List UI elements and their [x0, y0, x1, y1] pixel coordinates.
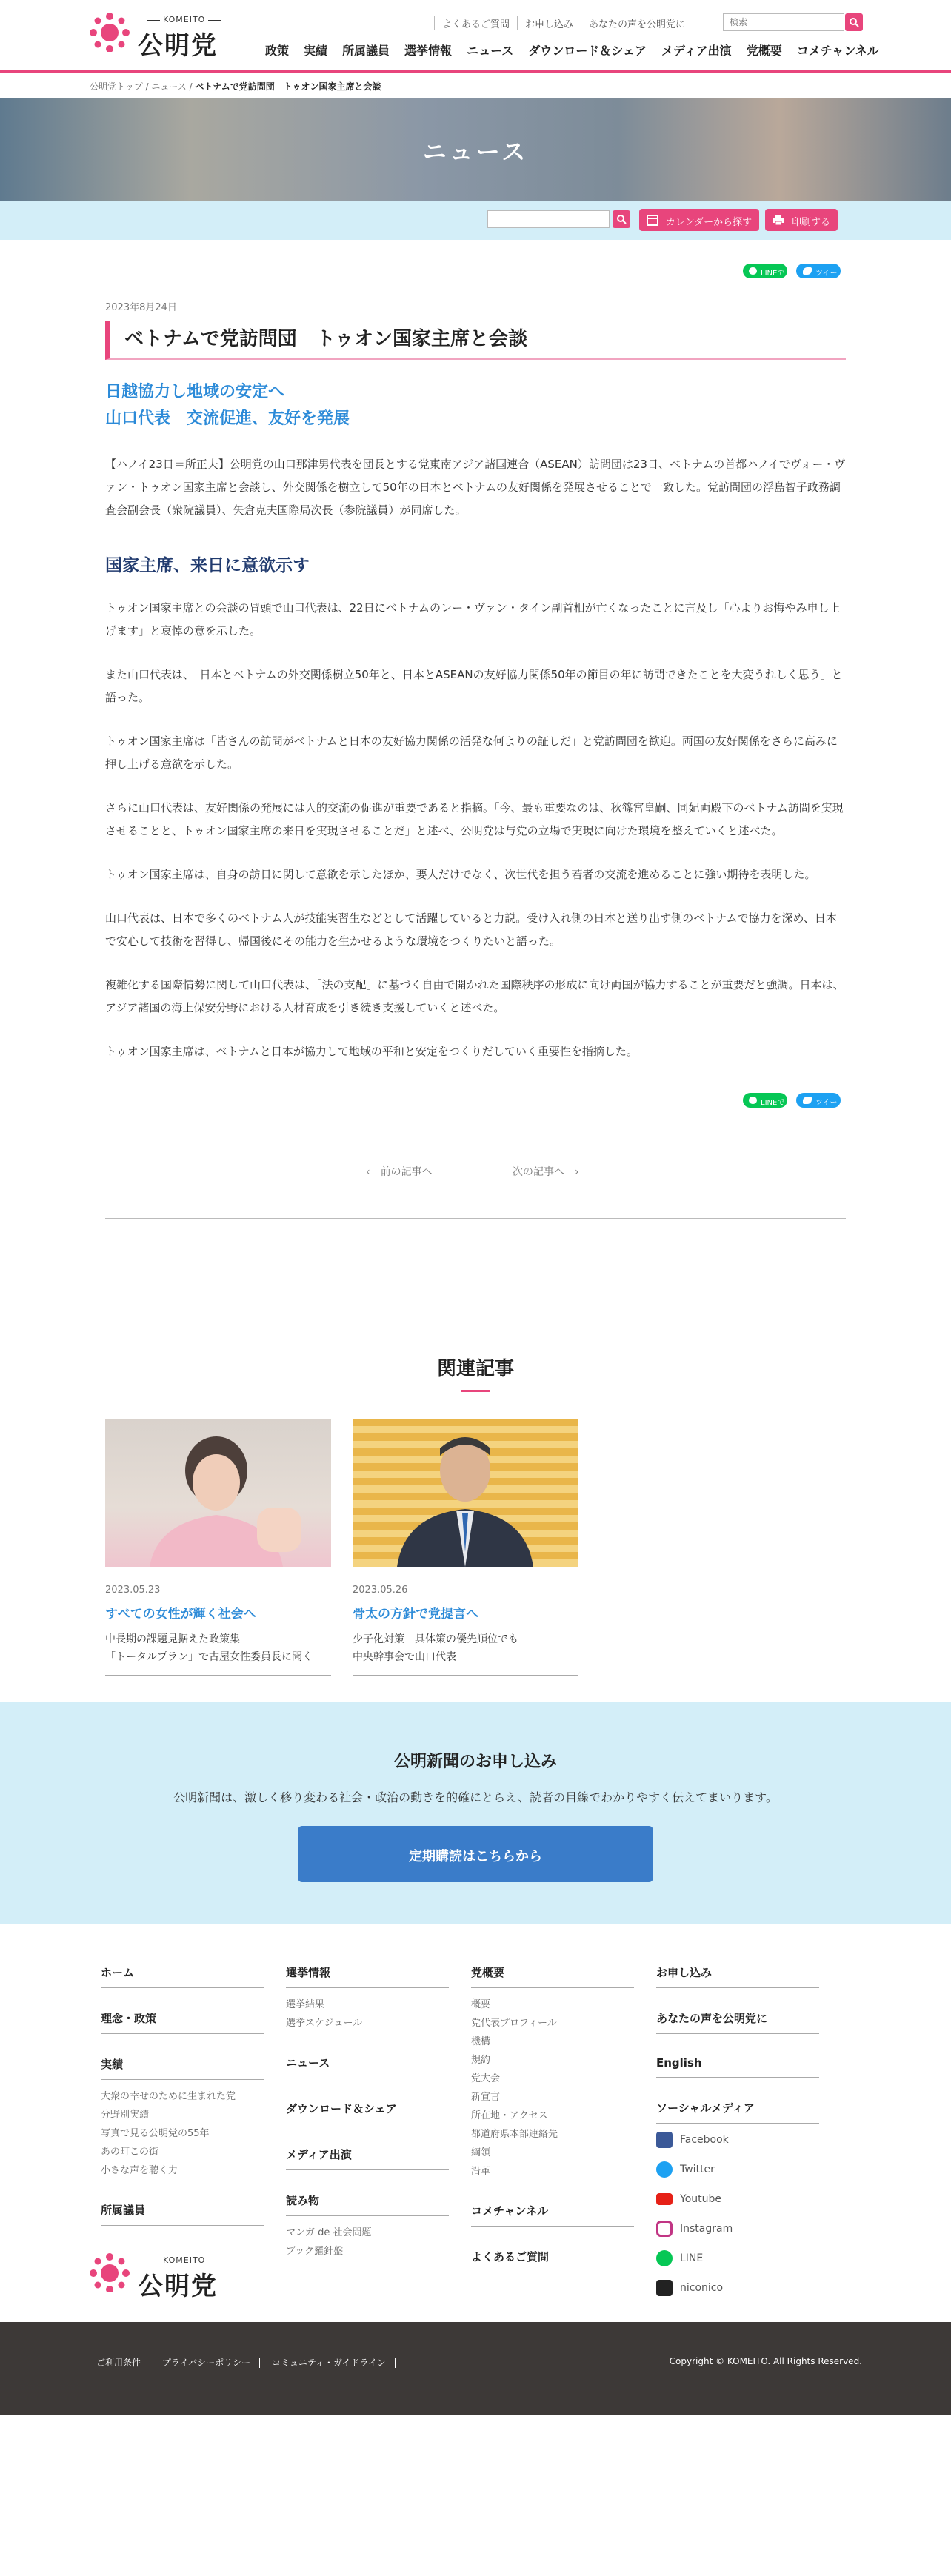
printer-icon: [772, 213, 785, 227]
subscribe-text: 公明新聞は、激しく移り変わる社会・政治の動きを的確にとらえ、読者の目線でわかりやすく伝えてまいります。: [173, 1790, 778, 1804]
nav-results[interactable]: 実績: [304, 44, 328, 58]
related-heading: 関連記事: [436, 1358, 514, 1380]
footer-link[interactable]: 党代表プロフィール: [471, 2018, 557, 2029]
next-article-link[interactable]: 次の記事へ ›: [513, 1166, 579, 1178]
line-share-button[interactable]: LINEで: [743, 264, 787, 278]
global-nav: [265, 41, 894, 58]
hero-banner: [0, 98, 951, 201]
footer-reading[interactable]: 読み物: [286, 2192, 449, 2216]
print-label: 印刷する: [792, 217, 831, 228]
related-excerpt-line: 中長期の課題見据えた政策集: [105, 1633, 240, 1645]
footer-link[interactable]: ブック羅針盤: [286, 2246, 344, 2257]
calendar-label: カレンダーから探す: [666, 217, 753, 228]
footer-link[interactable]: 都道府県本部連絡先: [471, 2129, 558, 2140]
nav-policy[interactable]: 政策: [265, 44, 290, 58]
article-lead: 【ハノイ23日＝所正夫】公明党の山口那津男代表を団長とする党東南アジア諸国連合（ASEAN）訪問団は23日、ベトナムの首都ハノイでヴォー・ヴァン・トゥオン国家主席と会談し、外交関係を樹立して50年の日本とベトナムの友好関係を発展させることで一致した。党訪問団の浮島智子政務調査会副会長（衆院議員）、矢倉克夫国際局次長（参院議員）が同席した。: [105, 458, 846, 517]
footer-about[interactable]: 党概要: [471, 1964, 634, 1988]
twitter-link[interactable]: [656, 2161, 819, 2179]
related-excerpt: [353, 1630, 578, 1676]
footer-channel[interactable]: コメチャンネル: [471, 2203, 634, 2227]
youtube-link[interactable]: [656, 2190, 819, 2209]
footer-social: ソーシャルメディア: [656, 2100, 819, 2124]
utility-links: [434, 16, 693, 30]
footer-media[interactable]: メディア出演: [286, 2147, 449, 2170]
line-label: LINE: [680, 2252, 704, 2264]
niconico-label: niconico: [680, 2282, 724, 2294]
footer-election[interactable]: 選挙情報: [286, 1964, 449, 1988]
article-paragraph: また山口代表は、「日本とベトナムの外交関係樹立50年と、日本とASEANの友好協力関係50年の節目の年に訪問できたことを大変うれしく思う」と語った。: [105, 668, 843, 704]
copyright: Copyright © KOMEITO. All Rights Reserved.: [669, 2356, 862, 2366]
article-paragraph: トゥオン国家主席は、ベトナムと日本が協力して地域の平和と安定をつくりだしていく重要性を指摘した。: [105, 1045, 638, 1058]
footer-link[interactable]: 機構: [471, 2036, 491, 2047]
search-icon: [849, 17, 859, 27]
search-button[interactable]: [845, 13, 863, 31]
nav-download[interactable]: ダウンロード＆シェア: [528, 44, 647, 58]
tool-bar: [0, 201, 951, 240]
footer-link[interactable]: 沿革: [471, 2166, 491, 2177]
footer-download[interactable]: ダウンロード＆シェア: [286, 2101, 449, 2124]
related-date: 2023.05.23: [105, 1585, 161, 1596]
related-excerpt-line: 少子化対策 具体策の優先順位でも: [353, 1633, 518, 1645]
voice-link[interactable]: あなたの声を公明党に: [581, 16, 693, 30]
nav-news[interactable]: ニュース: [467, 44, 514, 58]
footer-link[interactable]: 写真で見る公明党の55年: [101, 2128, 210, 2139]
footer-link[interactable]: 分野別実績: [101, 2110, 150, 2121]
tweet-button[interactable]: ツイート: [796, 264, 841, 278]
article-date: 2023年8月24日: [105, 302, 177, 313]
footer-apply[interactable]: お申し込み: [656, 1964, 819, 1988]
share-bar-bottom: [0, 1063, 951, 1118]
guideline-link[interactable]: コミュニティ・ガイドライン: [263, 2358, 396, 2368]
footer-link[interactable]: 規約: [471, 2055, 491, 2066]
article-paragraph: トゥオン国家主席は、自身の訪日に関して意欲を示したほか、要人だけでなく、次世代を担う若者の交流を進めることに強い期待を表明した。: [105, 868, 816, 881]
sun-logo-icon: [89, 2251, 130, 2292]
article-title: ベトナムで党訪問団 トゥオン国家主席と会談: [105, 321, 846, 360]
footer-column-2: [286, 1964, 449, 2261]
nav-election[interactable]: 選挙情報: [404, 44, 453, 58]
footer-results[interactable]: 実績: [101, 2056, 264, 2080]
faq-link[interactable]: よくあるご質問: [434, 16, 517, 30]
brand-romaji: KOMEITO: [144, 15, 224, 24]
share-bar-top: [0, 240, 951, 289]
komeito-logo[interactable]: [89, 10, 230, 59]
related-excerpt-line: 中央幹事会で山口代表: [353, 1651, 456, 1663]
footer-english[interactable]: English: [656, 2056, 819, 2078]
footer-logo-area: [0, 2223, 951, 2322]
article-paragraph: 山口代表は、日本で多くのベトナム人が技能実習生などとして活躍していると力説。受け入れ側の日本と送り出す側のベトナムで協力を深め、日本で安心して技術を習得し、帰国後にその能力を生かせるような環境をつくりたいと語った。: [105, 911, 837, 948]
hero-title: ニュース: [422, 138, 529, 166]
related-date: 2023.05.26: [353, 1585, 408, 1596]
twitter-icon: [656, 2161, 673, 2178]
footer-link[interactable]: 大衆の幸せのために生まれた党: [101, 2091, 236, 2102]
subtitle-line-2: 山口代表 交流促進、友好を発展: [105, 409, 350, 428]
related-heading-underline: [461, 1390, 490, 1392]
breadcrumb-news[interactable]: ニュース: [151, 81, 187, 92]
print-button[interactable]: [765, 209, 838, 231]
youtube-icon: [656, 2193, 673, 2205]
terms-link[interactable]: ご利用条件: [96, 2358, 150, 2368]
portrait-photo: [353, 1419, 578, 1567]
facebook-link[interactable]: [656, 2131, 819, 2150]
nav-media[interactable]: メディア出演: [661, 44, 732, 58]
search-icon: [616, 214, 627, 224]
footer-link[interactable]: マンガ de 社会問題: [286, 2227, 372, 2238]
footer-faq[interactable]: よくあるご質問: [471, 2249, 634, 2272]
article-paragraph: トゥオン国家主席は「皆さんの訪問がベトナムと日本の友好協力関係の活発な何よりの証しだ」と党訪問団を歓迎。両国の友好関係をさらに高みに押し上げる意欲を示した。: [105, 735, 838, 771]
tweet-button[interactable]: ツイート: [796, 1093, 841, 1108]
related-title[interactable]: 骨太の方針で党提言へ: [353, 1607, 478, 1622]
related-photo: [105, 1419, 331, 1567]
nav-channel[interactable]: コメチャンネル: [796, 44, 879, 58]
nav-about[interactable]: 党概要: [746, 44, 782, 58]
subscribe-heading: 公明新聞のお申し込み: [393, 1753, 557, 1771]
related-excerpt-line: 「トータルプラン」で古屋女性委員長に聞く: [105, 1651, 313, 1663]
privacy-link[interactable]: プライバシーポリシー: [153, 2358, 260, 2368]
brand-name: 公明党: [138, 31, 218, 61]
sun-logo-icon: [89, 10, 130, 52]
apply-link[interactable]: お申し込み: [517, 16, 581, 30]
footer-link[interactable]: 選挙結果: [286, 1999, 325, 2010]
footer-members[interactable]: 所属議員: [101, 2202, 264, 2226]
breadcrumb-current: ベトナムで党訪問団 トゥオン国家主席と会談: [195, 81, 381, 92]
prev-article-link[interactable]: ‹ 前の記事へ: [366, 1166, 433, 1178]
article-pager: [105, 1115, 846, 1219]
article-heading: 国家主席、来日に意欲示す: [105, 556, 310, 575]
footer-link[interactable]: 概要: [471, 1999, 491, 2010]
line-share-button[interactable]: LINEで: [743, 1093, 787, 1108]
nav-members[interactable]: 所属議員: [342, 44, 390, 58]
related-title[interactable]: すべての女性が輝く社会へ: [105, 1607, 256, 1622]
portrait-photo: [105, 1419, 331, 1567]
related-list: [0, 1419, 951, 1663]
calendar-button[interactable]: [639, 209, 759, 231]
article: [0, 299, 951, 1063]
related-photo: [353, 1419, 578, 1567]
instagram-label: Instagram: [680, 2223, 733, 2235]
article-paragraph: 複雑化する国際情勢に関して山口代表は、「法の支配」に基づく自由で開かれた国際秩序の形成に向け両国が協力することが重要だと強調。日本は、アジア諸国の海上保安分野における人材育成を引き続き支援していくと述べた。: [105, 978, 844, 1014]
facebook-label: Facebook: [680, 2134, 729, 2146]
facebook-icon: [656, 2132, 673, 2148]
related-excerpt: [105, 1630, 331, 1676]
subscribe-section: [0, 1702, 951, 1924]
footer-policy[interactable]: 理念・政策: [101, 2010, 264, 2034]
footer-link[interactable]: 党大会: [471, 2073, 501, 2084]
footer-column-1: [101, 1964, 264, 2233]
footer-komeito-logo[interactable]: [89, 2251, 230, 2300]
related-card[interactable]: [105, 1419, 331, 1676]
subtitle-line-1: 日越協力し地域の安定へ: [105, 383, 285, 401]
calendar-icon: [646, 213, 659, 227]
footer-news[interactable]: ニュース: [286, 2055, 449, 2078]
breadcrumb: 公明党トップ / ニュース / ベトナムで党訪問団 トゥオン国家主席と会談: [90, 81, 381, 92]
footer-bottom-bar: [0, 2322, 951, 2415]
brand-name: 公明党: [138, 2272, 218, 2301]
site-header: [0, 0, 951, 73]
article-subtitle: [105, 379, 846, 432]
related-card[interactable]: [353, 1419, 578, 1676]
footer-link[interactable]: 新宣言: [471, 2092, 501, 2103]
footer-voice[interactable]: あなたの声を公明党に: [656, 2010, 819, 2034]
subscribe-button[interactable]: 定期購読はこちらから: [298, 1826, 653, 1882]
footer-link[interactable]: 所在地・アクセス: [471, 2110, 548, 2121]
search-input[interactable]: [723, 13, 844, 31]
footer-link[interactable]: 綱領: [471, 2147, 491, 2158]
footer-home[interactable]: ホーム: [101, 1964, 264, 1988]
footer-link[interactable]: 小さな声を聴く力: [101, 2165, 178, 2176]
article-paragraph: さらに山口代表は、友好関係の発展には人的交流の促進が重要であると指摘。「今、最も重要なのは、秋篠宮皇嗣、同妃両殿下のベトナム訪問を実現させることと、トゥオン国家主席の来日を実現させることだ」と述べ、公明党は与党の立場で実現に向けた環境を整えていくと述べた。: [105, 801, 844, 837]
breadcrumb-home[interactable]: 公明党トップ: [90, 81, 143, 92]
footer-link[interactable]: あの町この街: [101, 2147, 159, 2158]
footer-link[interactable]: 選挙スケジュール: [286, 2018, 363, 2029]
youtube-label: Youtube: [680, 2193, 721, 2205]
article-paragraph: トゥオン国家主席との会談の冒頭で山口代表は、22日にベトナムのレー・ヴァン・タイン副首相が亡くなったことに言及し「心よりお悔やみ申し上げます」と哀悼の意を示した。: [105, 601, 841, 638]
brand-romaji: KOMEITO: [144, 2255, 224, 2265]
twitter-label: Twitter: [680, 2164, 715, 2175]
news-search-button[interactable]: [613, 210, 630, 228]
footer-legal-links: [96, 2356, 396, 2369]
news-search-input[interactable]: [487, 210, 610, 228]
